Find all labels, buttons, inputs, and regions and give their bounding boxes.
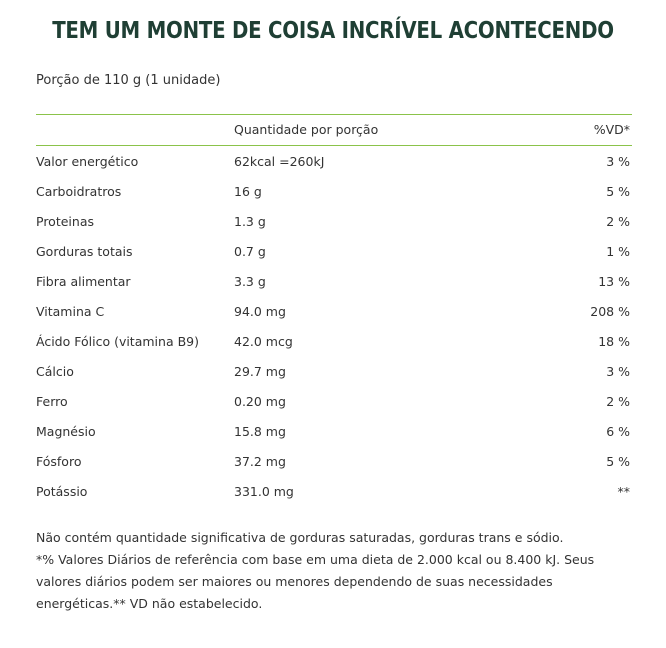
nutrient-quantity: 16 g: [234, 184, 262, 199]
nutrient-quantity: 37.2 mg: [234, 454, 286, 469]
table-row: [36, 146, 632, 176]
table-row: [36, 236, 632, 266]
nutrient-name: Fósforo: [36, 454, 82, 469]
table-row: [36, 326, 632, 356]
nutrient-vd: 6 %: [606, 424, 630, 439]
nutrient-name: Gorduras totais: [36, 244, 133, 259]
nutrient-name: Fibra alimentar: [36, 274, 131, 289]
nutrient-quantity: 0.20 mg: [234, 394, 286, 409]
nutrient-vd: **: [617, 484, 630, 499]
table-row: [36, 476, 632, 506]
nutrient-name: Ácido Fólico (vitamina B9): [36, 334, 199, 349]
page-title: TEM UM MONTE DE COISA INCRÍVEL ACONTECENDO: [52, 18, 614, 44]
nutrient-quantity: 29.7 mg: [234, 364, 286, 379]
nutrient-vd: 5 %: [606, 454, 630, 469]
nutrient-quantity: 0.7 g: [234, 244, 266, 259]
nutrient-quantity: 62kcal =260kJ: [234, 154, 325, 169]
nutrition-table: [36, 114, 632, 506]
nutrient-quantity: 42.0 mcg: [234, 334, 293, 349]
nutrient-vd: 13 %: [598, 274, 630, 289]
table-row: [36, 386, 632, 416]
nutrient-name: Cálcio: [36, 364, 74, 379]
nutrient-vd: 2 %: [606, 214, 630, 229]
nutrient-vd: 208 %: [590, 304, 630, 319]
footnote-vd: *% Valores Diários de referência com base em uma dieta de 2.000 kcal ou 8.400 kJ. Seus valores diários podem ser maiores ou menores dependendo de suas necessidades energéticas.** VD não estabelecido.: [36, 552, 595, 611]
nutrient-name: Ferro: [36, 394, 68, 409]
table-row: [36, 206, 632, 236]
table-row: [36, 416, 632, 446]
nutrient-quantity: 331.0 mg: [234, 484, 294, 499]
table-row: [36, 446, 632, 476]
nutrient-name: Proteinas: [36, 214, 94, 229]
nutrient-quantity: 1.3 g: [234, 214, 266, 229]
nutrient-name: Vitamina C: [36, 304, 105, 319]
table-header: [36, 115, 632, 146]
nutrient-quantity: 15.8 mg: [234, 424, 286, 439]
nutrient-vd: 1 %: [606, 244, 630, 259]
header-quantity: Quantidade por porção: [234, 122, 379, 137]
nutrient-quantity: 94.0 mg: [234, 304, 286, 319]
table-body: [36, 146, 632, 506]
nutrient-vd: 18 %: [598, 334, 630, 349]
nutrient-name: Magnésio: [36, 424, 96, 439]
footnotes: [36, 527, 636, 615]
table-row: [36, 266, 632, 296]
table-row: [36, 176, 632, 206]
portion-size: Porção de 110 g (1 unidade): [36, 73, 221, 88]
nutrient-vd: 3 %: [606, 154, 630, 169]
nutrient-quantity: 3.3 g: [234, 274, 266, 289]
nutrient-name: Valor energético: [36, 154, 139, 169]
footnote-contents: Não contém quantidade significativa de gorduras saturadas, gorduras trans e sódio.: [36, 530, 564, 545]
table-row: [36, 296, 632, 326]
nutrient-name: Carboidratros: [36, 184, 122, 199]
header-vd: %VD*: [593, 122, 630, 137]
nutrient-name: Potássio: [36, 484, 88, 499]
nutrient-vd: 3 %: [606, 364, 630, 379]
nutrient-vd: 5 %: [606, 184, 630, 199]
table-row: [36, 356, 632, 386]
nutrient-vd: 2 %: [606, 394, 630, 409]
